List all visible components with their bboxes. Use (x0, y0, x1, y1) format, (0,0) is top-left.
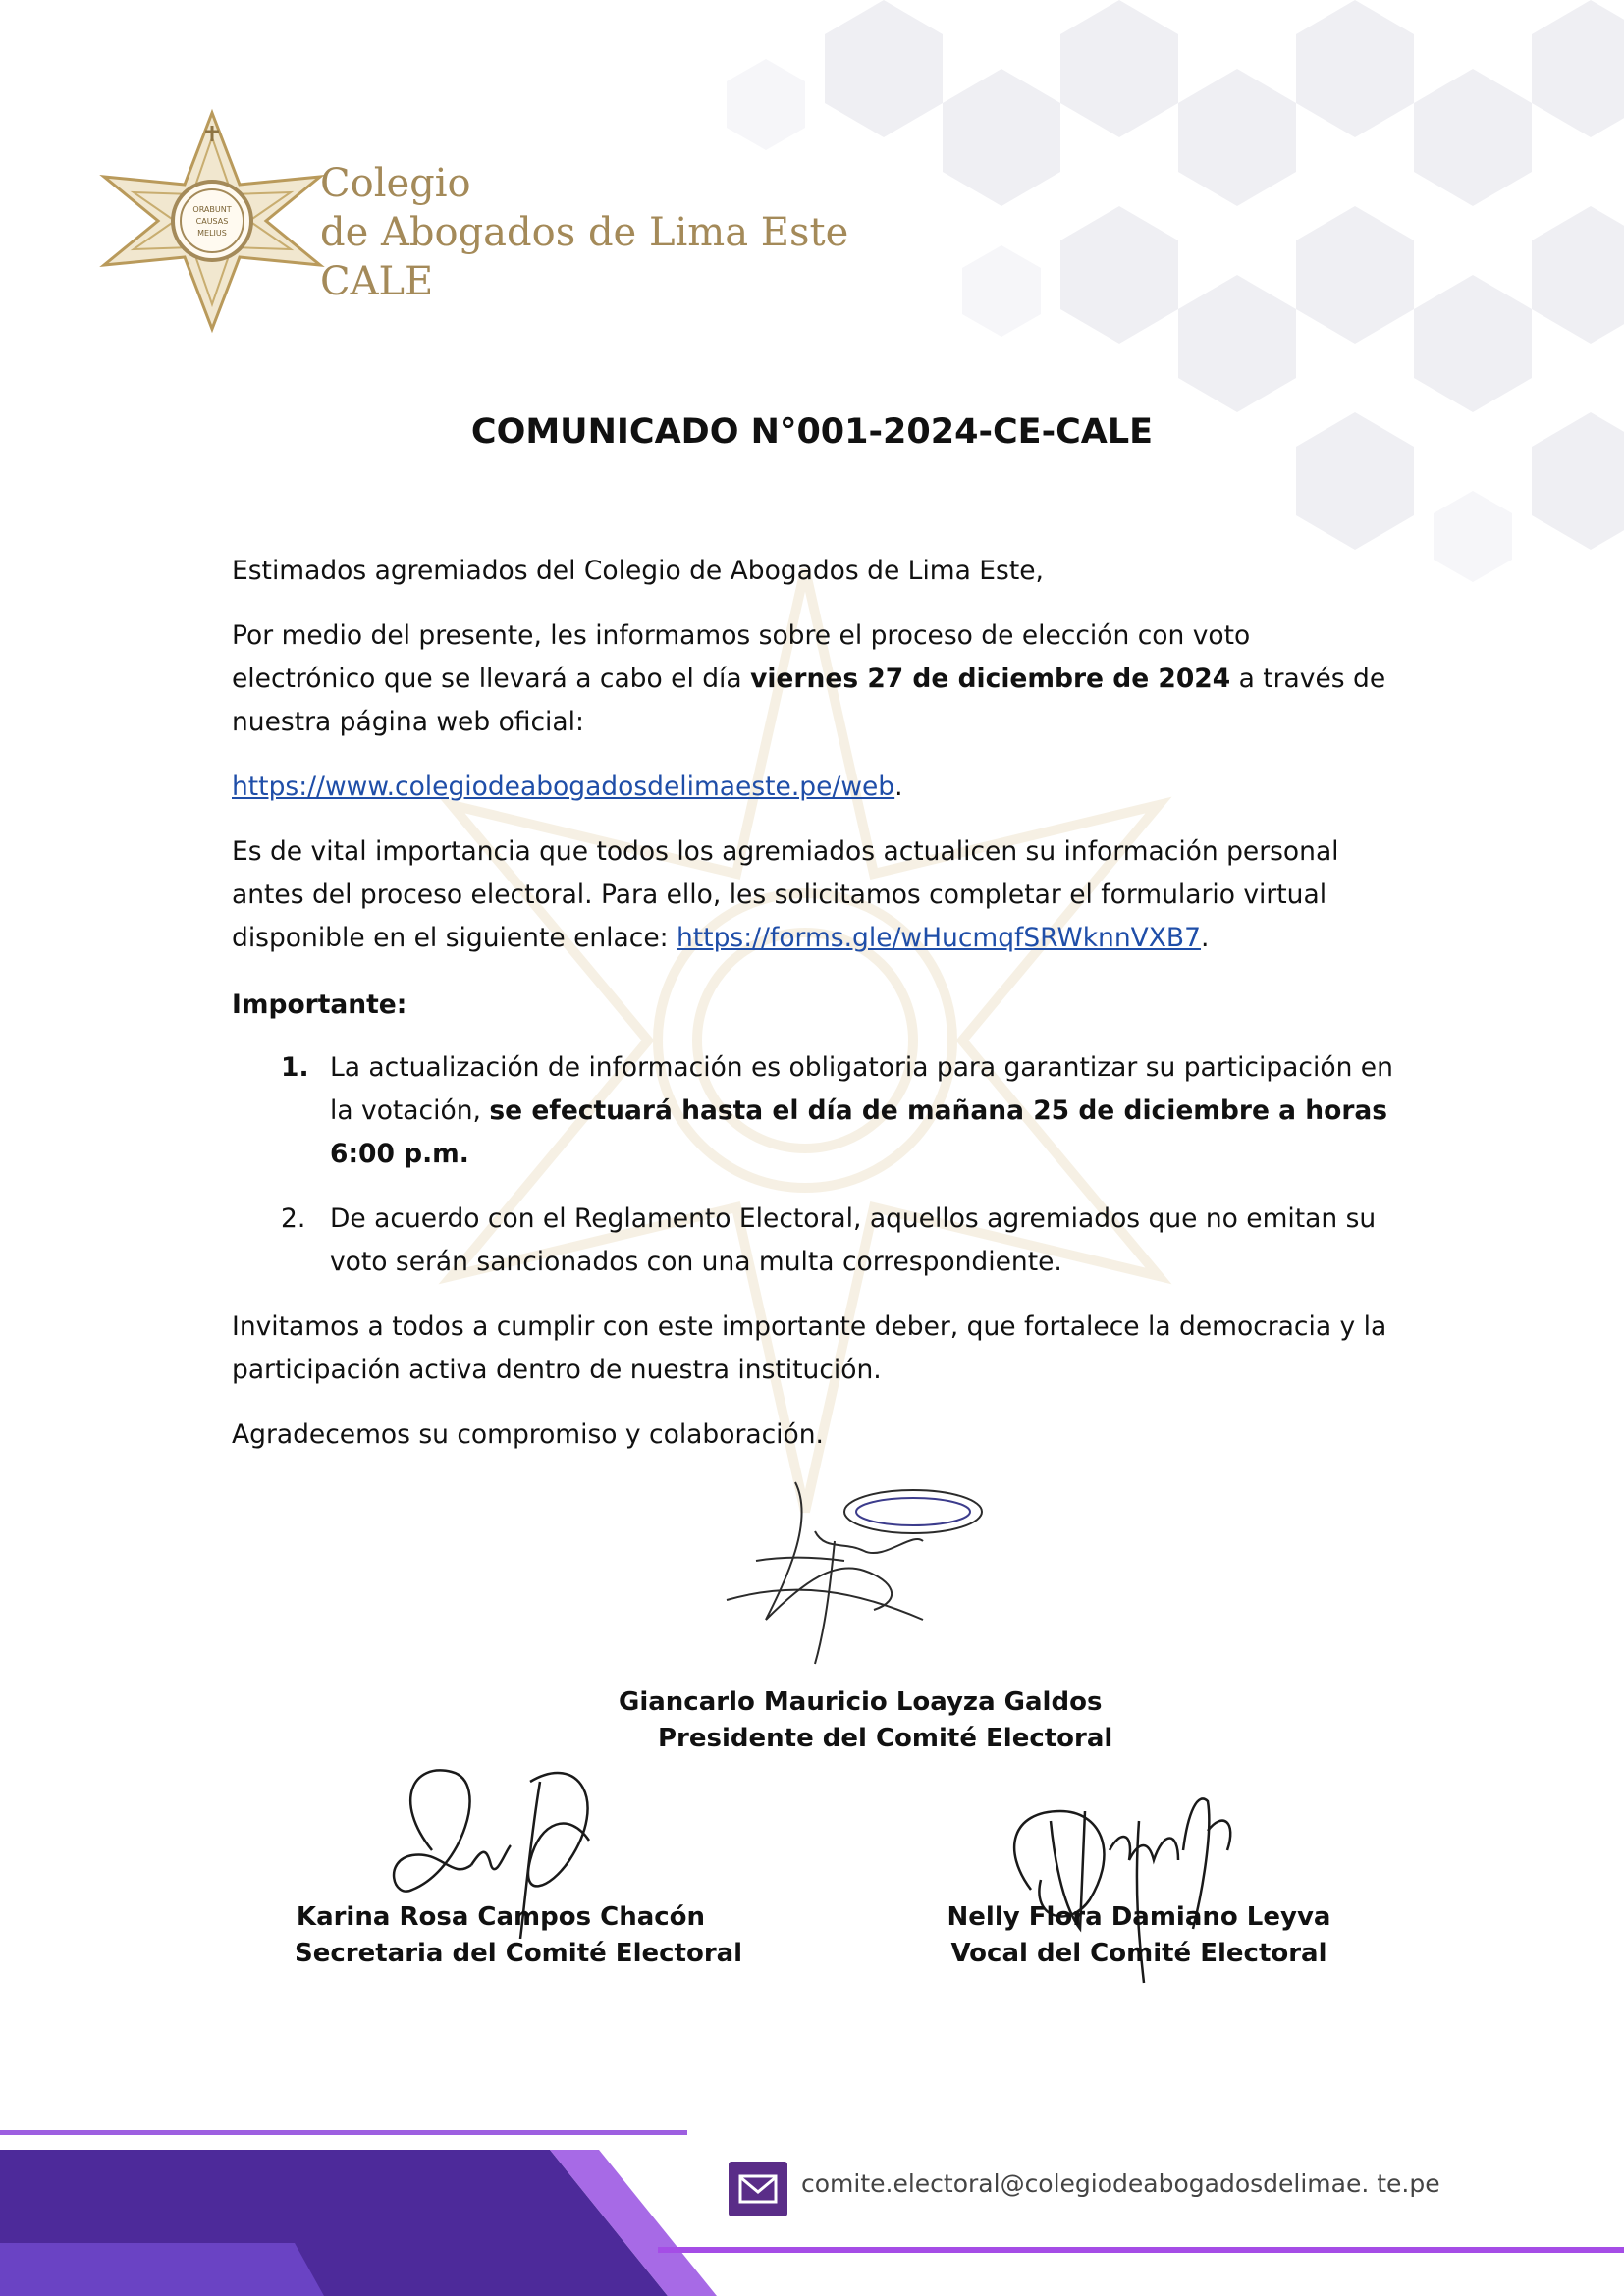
vocal-role: Vocal del Comité Electoral (950, 1939, 1327, 1968)
footer-email[interactable]: comite.electoral@colegiodeabogadosdelimae. te.pe (801, 2169, 1440, 2198)
election-date: viernes 27 de diciembre de 2024 (750, 664, 1231, 694)
signature-vocal (943, 1899, 1335, 1972)
brand-name (320, 159, 848, 306)
paragraph-update-info (232, 830, 1400, 960)
list-item-number: 2. (281, 1203, 306, 1234)
form-link-suffix: . (1200, 923, 1210, 953)
paragraph-election-text-1: Por medio del presente, les informamos sobre el proceso de elección con voto electrónico que se llevará a cabo el día (232, 620, 1251, 694)
paragraph-election-text-2: a través de nuestra página web oficial: (232, 664, 1386, 737)
secretary-role: Secretaria del Comité Electoral (295, 1939, 743, 1968)
president-role: Presidente del Comité Electoral (658, 1724, 1113, 1753)
paragraph-election (232, 614, 1400, 744)
website-link[interactable]: https://www.colegiodeabogadosdelimaeste.pe/web (232, 772, 895, 802)
footer-band (0, 2125, 1624, 2296)
logo-text-2: CAUSAS (195, 217, 229, 226)
president-name: Giancarlo Mauricio Loayza Galdos (619, 1687, 1103, 1717)
list-item-text-part: La actualización de información es obligatoria para garantizar su participación en la votación, (330, 1052, 1393, 1126)
paragraph-invitation: Invitamos a todos a cumplir con este importante deber, que fortalece la democracia y la participación activa dentro de nuestra institución. (232, 1311, 1387, 1385)
cale-seal-logo (94, 108, 330, 334)
form-link[interactable]: https://forms.gle/wHucmqfSRWknnVXB7 (677, 923, 1201, 953)
brand-line-3: CALE (320, 259, 434, 304)
closing-text: Agradecemos su compromiso y colaboración. (232, 1419, 824, 1450)
logo-text-3: MELIUS (197, 229, 227, 238)
web-link-suffix: . (894, 772, 903, 802)
paragraph-update-text: Es de vital importancia que todos los agremiados actualicen su información personal antes del proceso electoral. Para ello, les solicitamos completar el formulario virtual disponible en el siguiente enlace: (232, 836, 1339, 953)
envelope-icon (729, 2162, 787, 2216)
president-signature (668, 1463, 1021, 1674)
list-item-text: De acuerdo con el Reglamento Electoral, aquellos agremiados que no emitan su voto serán sancionados con una multa correspondiente. (330, 1203, 1377, 1277)
important-label: Importante: (232, 989, 407, 1020)
vocal-name: Nelly Flora Damiano Leyva (947, 1902, 1331, 1932)
brand-line-1: Colegio (320, 161, 471, 206)
web-link-line (232, 766, 1400, 809)
signature-secretary (295, 1899, 743, 1972)
list-item-number: 1. (281, 1052, 309, 1083)
list-item-deadline: se efectuará hasta el día de mañana 25 de diciembre a horas 6:00 p.m. (330, 1095, 1388, 1169)
document-title: COMUNICADO N°001-2024-CE-CALE (470, 412, 1154, 452)
secretary-name: Karina Rosa Campos Chacón (296, 1902, 706, 1932)
signature-president (619, 1684, 1113, 1757)
greeting: Estimados agremiados del Colegio de Abogados de Lima Este, (232, 556, 1044, 586)
brand-line-2: de Abogados de Lima Este (320, 210, 849, 255)
list-item-text (330, 1046, 1400, 1176)
logo-text-1: ORABUNT (192, 205, 232, 214)
